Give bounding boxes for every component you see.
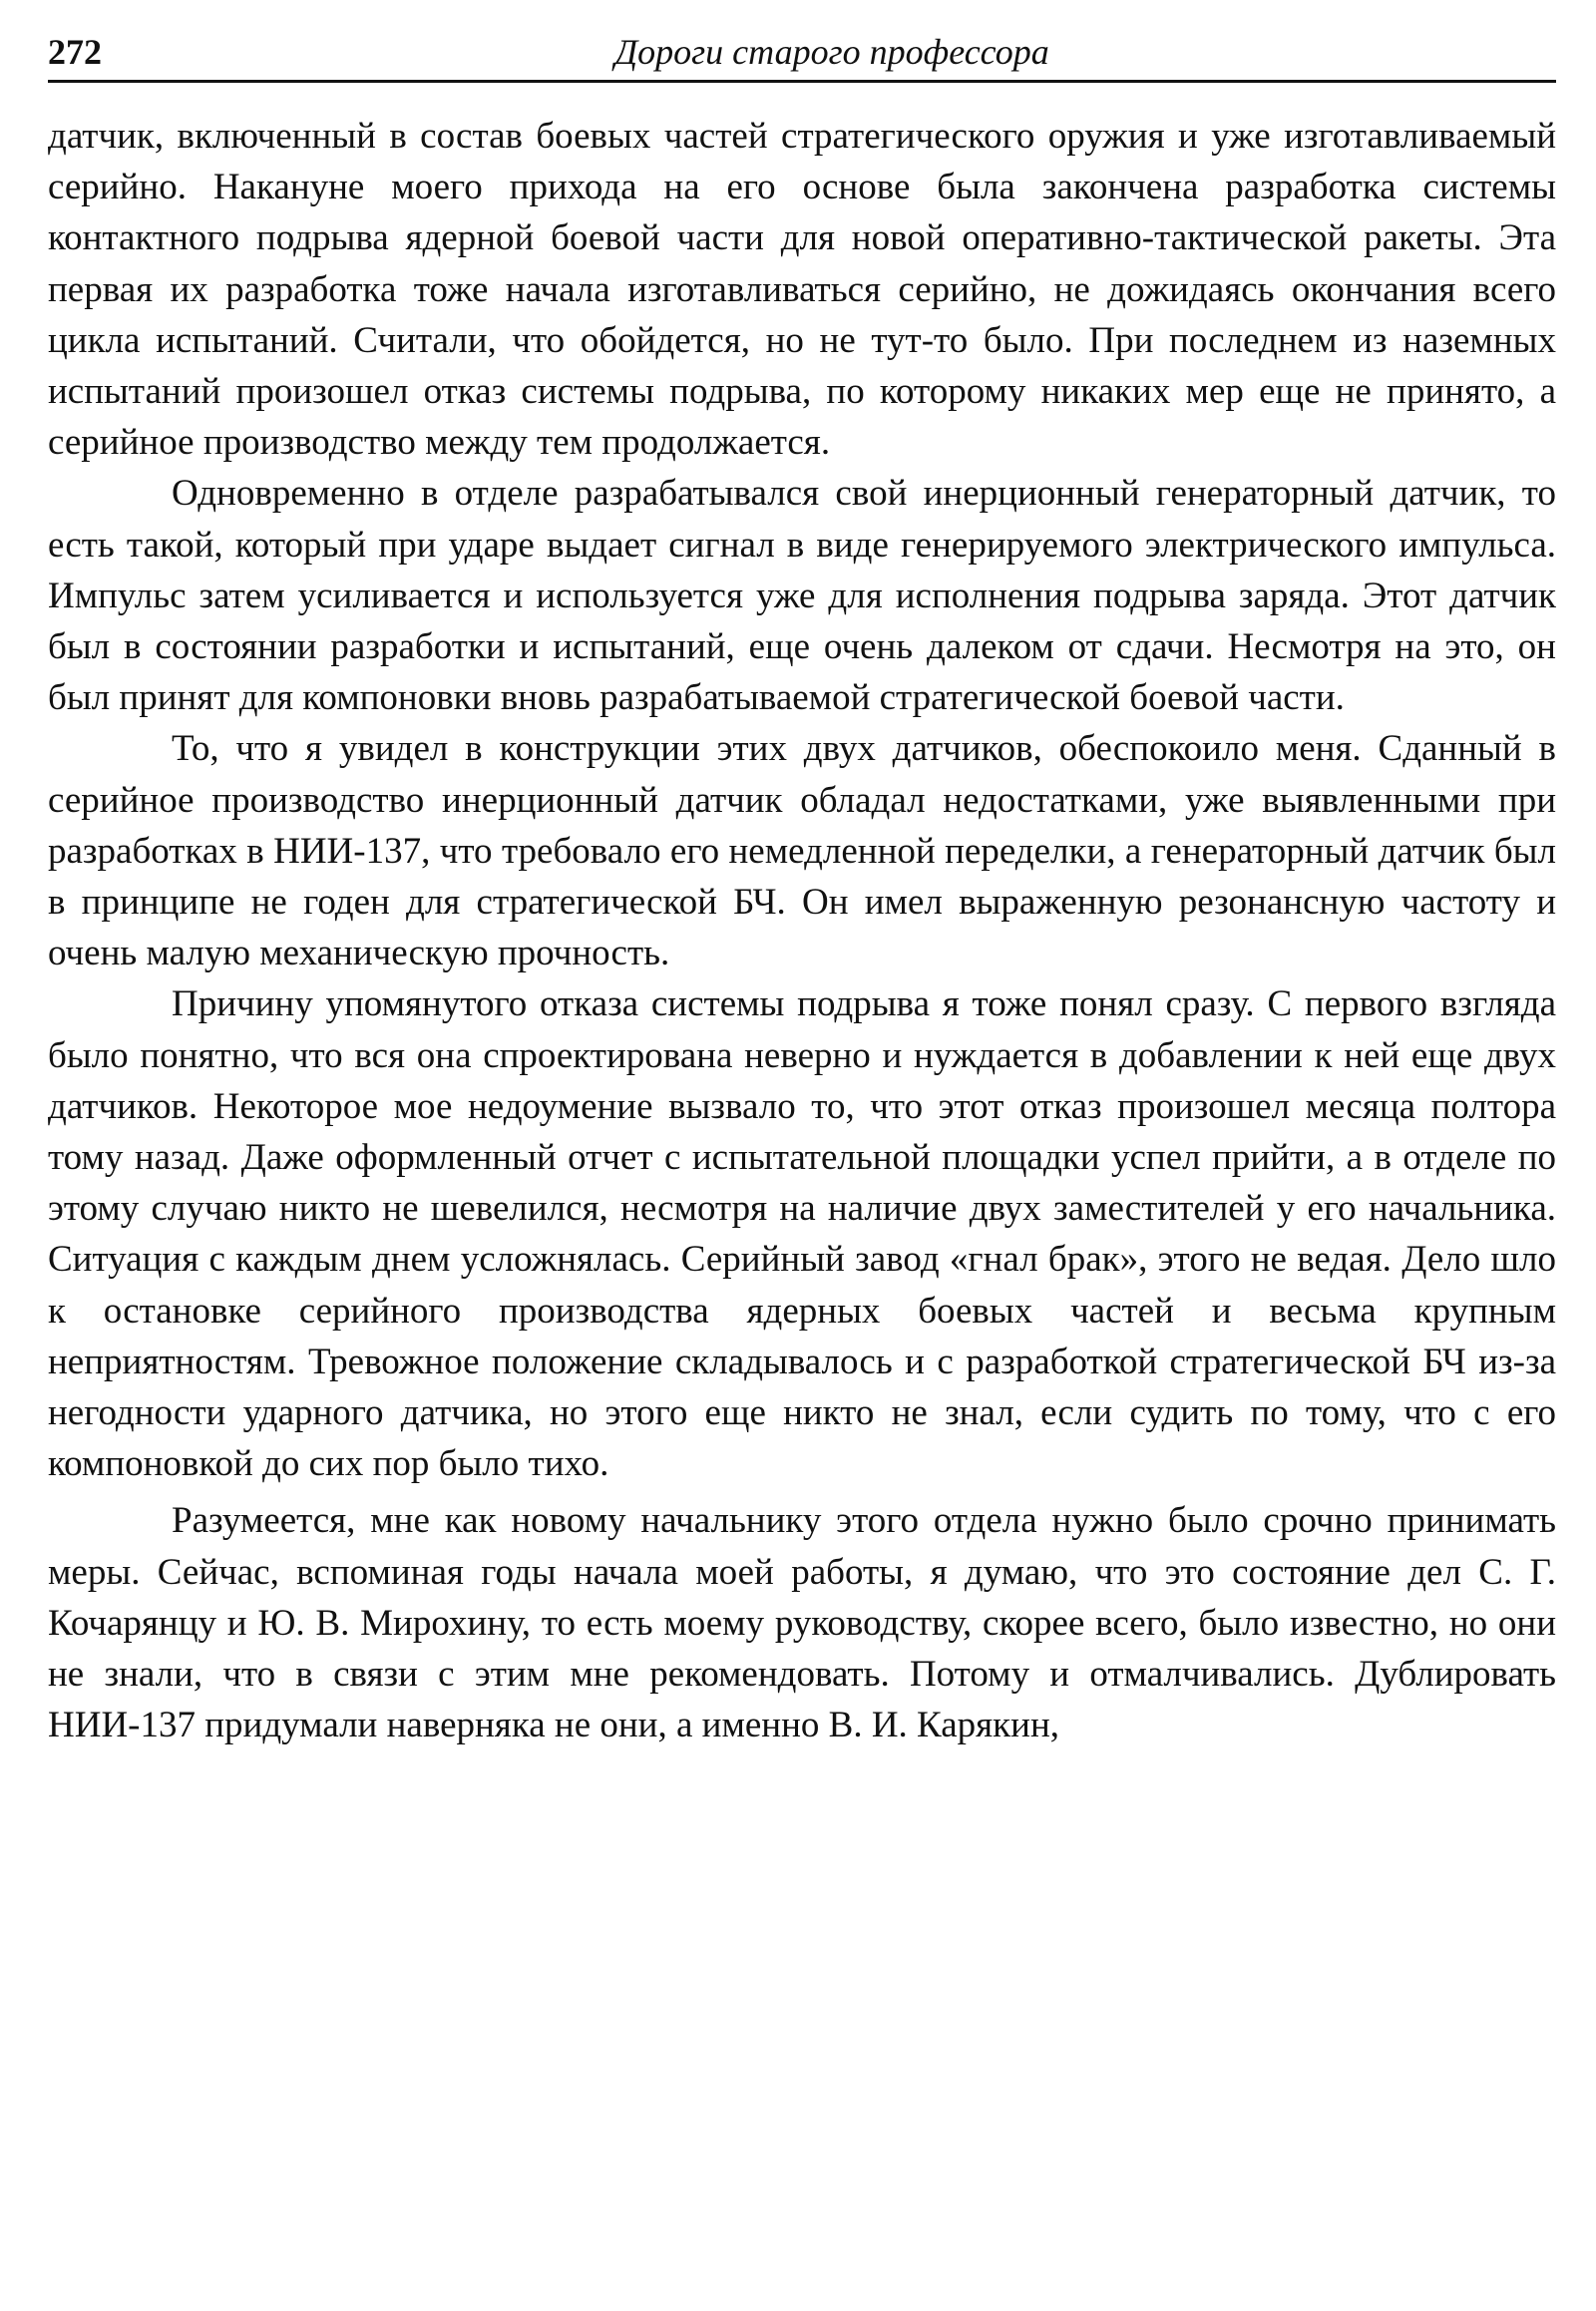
paragraph: Одновременно в отделе разрабатывался свой инерционный генераторный датчик, то есть такой, который при ударе выдает сигнал в виде генерируемого электрического импульса. Импульс затем усиливается и используется уже для исполнения подрыва заряда. Этот датчик был в состоянии разработки и испытаний, еще очень далеком от сдачи. Несмотря на это, он был принят для компоновки вновь разрабатываемой стратегической боевой части. (48, 473, 1556, 719)
paragraph: Причину упомянутого отказа системы подрыва я тоже понял сразу. С первого взгляда было понятно, что вся она спроектирована неверно и нуждается в добавлении к ней еще двух датчиков. Некоторое мое недоумение вызвало то, что этот отказ произошел месяца полтора тому назад. Даже оформленный отчет с испытательной площадки успел прийти, а в отделе по этому случаю никто не шевелился, несмотря на наличие двух заместителей у его начальника. Ситуация с каждым днем усложнялась. Серийный завод «гнал брак», этого не ведая. Дело шло к остановке серийного производства ядерных боевых частей и весьма крупным неприятностям. Тревожное положение складывалось и с разработкой стратегической БЧ из-за негодности ударного датчика, но этого еще никто не знал, если судить по тому, что с его компоновкой до сих пор было тихо. (48, 983, 1556, 1485)
page-number: 272 (48, 32, 102, 72)
body-text (48, 111, 1556, 1751)
page-header (48, 28, 1556, 83)
paragraph: Разумеется, мне как новому начальнику этого отдела нужно было срочно принимать меры. Сейчас, вспоминая годы начала моей работы, я думаю, что это состояние дел С. Г. Кочарянцу и Ю. В. Мирохину, то есть моему руководству, скорее всего, было известно, но они не знали, что в связи с этим мне рекомендовать. Потому и отмалчивались. Дублировать НИИ-137 придумали наверняка не они, а именно В. И. Карякин, (48, 1500, 1556, 1746)
paragraph: То, что я увидел в конструкции этих двух датчиков, обеспокоило меня. Сданный в серийное производство инерционный датчик обладал недостатками, уже выявленными при разработках в НИИ-137, что требовало его немедленной переделки, а генераторный датчик был в принципе не годен для стратегической БЧ. Он имел выраженную резонансную частоту и очень малую механическую прочность. (48, 728, 1556, 974)
paragraph-continuation: датчик, включенный в состав боевых частей стратегического оружия и уже изготавливаемый серийно. Накануне моего прихода на его основе была закончена разработка системы контактного подрыва ядерной боевой части для новой оперативно-тактической ракеты. Эта первая их разработка тоже начала изготавливаться серийно, не дожидаясь окончания всего цикла испытаний. Считали, что обойдется, но не тут-то было. При последнем из наземных испытаний произошел отказ системы подрыва, по которому никаких мер еще не принято, а серийное производство между тем продолжается. (48, 116, 1556, 464)
book-page (48, 28, 1556, 2292)
running-title: Дороги старого профессора (614, 32, 1049, 72)
